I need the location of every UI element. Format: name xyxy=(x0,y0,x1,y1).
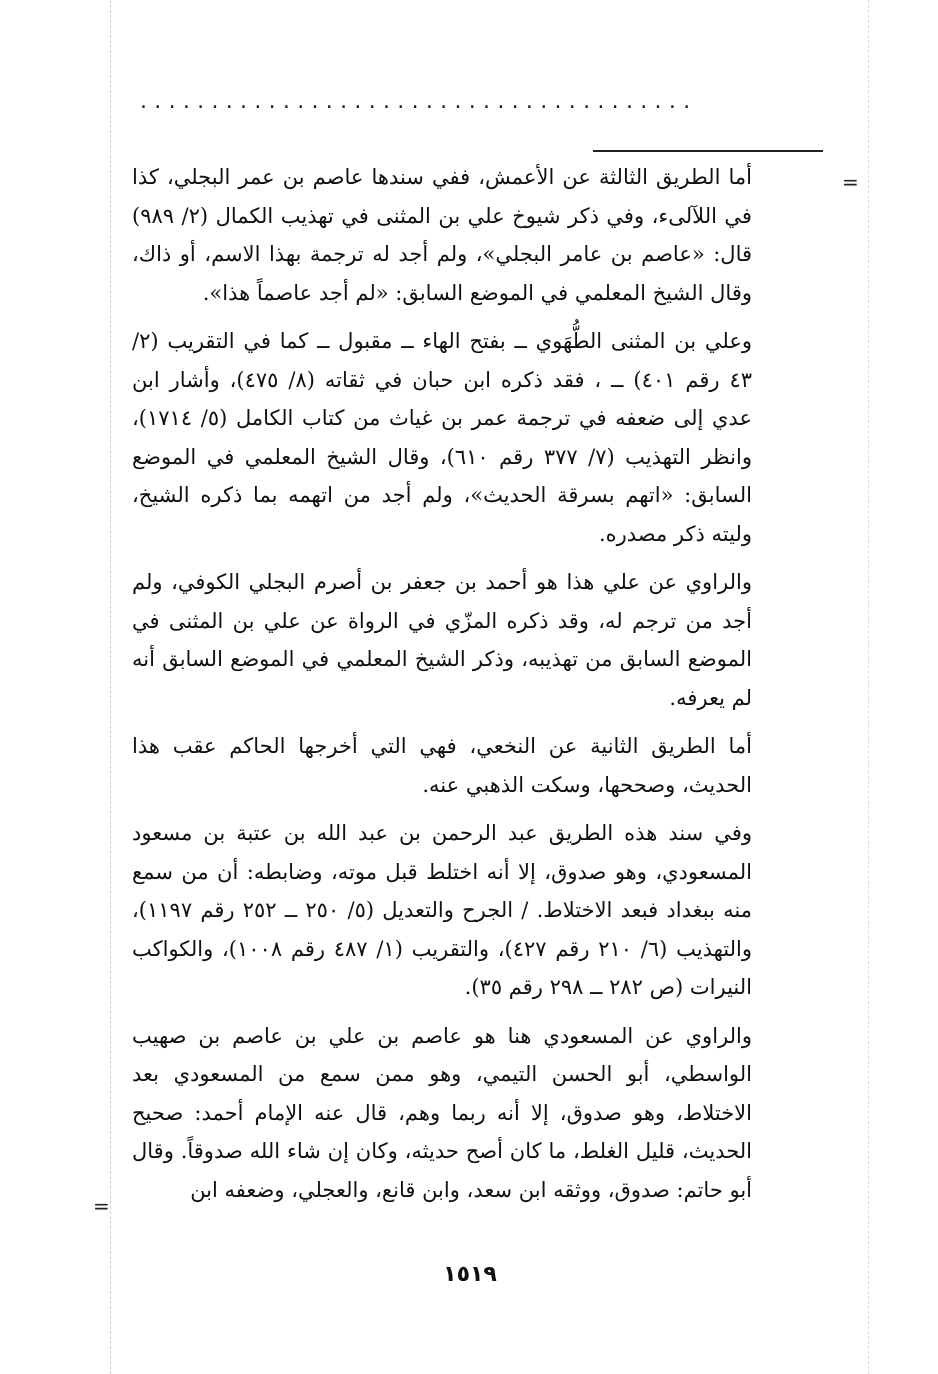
scan-guide-line-right xyxy=(868,0,869,1374)
paragraph-2: وعلي بن المثنى الطُّهَوي ــ بفتح الهاء ــ مقبول ــ كما في التقريب (٢/ ٤٣ رقم ٤٠١) ــ ، فقد ذكره ابن حبان في ثقاته (٨/ ٤٧٥)، وأشار ابن عدي إلى ضعفه في ترجمة عمر بن غياث من كتاب الكامل (٥/ ١٧١٤)، وانظر التهذيب (٧/ ٣٧٧ رقم ٦١٠)، وقال الشيخ المعلمي في الموضع السابق: «اتهم بسرقة الحديث»، ولم أجد من اتهمه بما ذكره الشيخ، وليته ذكر مصدره. xyxy=(132,329,752,546)
paragraph-5: وفي سند هذه الطريق عبد الرحمن بن عبد الله بن عتبة بن مسعود المسعودي، وهو صدوق، إلا أنه اختلط قبل موته، وضابطه: أن من سمع منه ببغداد فبعد الاختلاط. / الجرح والتعديل (٥/ ٢٥٠ ــ ٢٥٢ رقم ١١٩٧)، والتهذيب (٦/ ٢١٠ رقم ٤٢٧)، والتقريب (١/ ٤٨٧ رقم ١٠٠٨)، والكواكب النيرات (ص ٢٨٢ ــ ٢٩٨ رقم ٣٥). xyxy=(132,821,752,999)
page-number: ١٥١٩ xyxy=(443,1262,497,1287)
continuation-mark-bottom: = xyxy=(93,1194,110,1218)
continuation-mark-top: = xyxy=(842,170,859,194)
paragraph-3: والراوي عن علي هذا هو أحمد بن جعفر بن أصرم البجلي الكوفي، ولم أجد من ترجم له، وقد ذكره المزّي في الرواة عن علي بن المثنى في الموضع السابق من تهذيبه، وذكر الشيخ المعلمي في الموضع السابق أنه لم يعرفه. xyxy=(132,570,752,710)
paragraph-4: أما الطريق الثانية عن النخعي، فهي التي أخرجها الحاكم عقب هذا الحديث، وصححها، وسكت الذهبي عنه. xyxy=(132,734,752,797)
paragraph-1: أما الطريق الثالثة عن الأعمش، ففي سندها عاصم بن عمر البجلي، كذا في اللآلىء، وفي ذكر شيوخ علي بن المثنى في تهذيب الكمال (٢/ ٩٨٩) قال: «عاصم بن عامر البجلي»، ولم أجد له ترجمة بهذا الاسم، أو ذاك، وقال الشيخ المعلمي في الموضع السابق: «لم أجد عاصماً هذا». xyxy=(132,165,752,305)
paragraph-6: والراوي عن المسعودي هنا هو عاصم بن علي بن عاصم بن صهيب الواسطي، أبو الحسن التيمي، وهو ممن سمع من المسعودي بعد الاختلاط، وهو صدوق، إلا أنه ربما وهم، قال عنه الإمام أحمد: صحيح الحديث، قليل الغلط، ما كان أصح حديثه، وكان إن شاء الله صدوقاً. وقال أبو حاتم: صدوق، ووثقه ابن سعد، وابن قانع، والعجلي، وضعفه ابن xyxy=(132,1023,752,1202)
header-dotted-line: ....................................... xyxy=(140,89,698,114)
scan-guide-line-left xyxy=(110,0,111,1374)
footnote-text-block xyxy=(132,158,752,1219)
footnote-separator-rule xyxy=(593,150,823,152)
